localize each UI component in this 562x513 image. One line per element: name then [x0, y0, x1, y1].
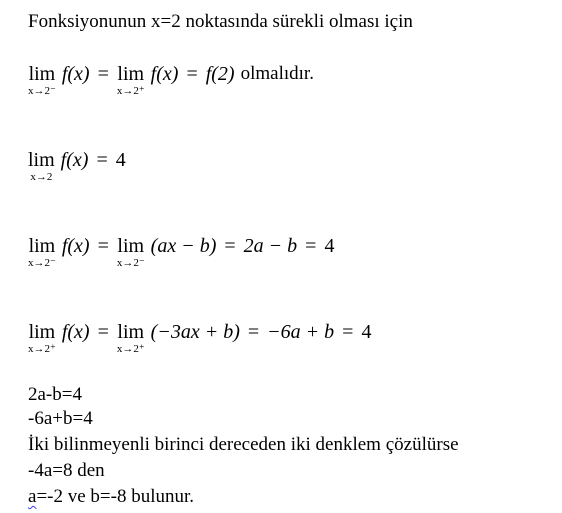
left-limit — [28, 64, 56, 97]
limit-result: 4 — [324, 235, 335, 257]
function-expr: f(x) — [61, 321, 90, 343]
lim-word: lim — [28, 63, 56, 85]
left-limit — [28, 236, 56, 269]
explanation-line: İki bilinmeyenli birinci dereceden iki denklem çözülürse — [28, 434, 459, 455]
right-limit — [117, 64, 145, 97]
evaluated-expr: 2a − b — [243, 235, 298, 257]
equation-line-2: -6a+b=4 — [28, 408, 93, 429]
lim-word: lim — [28, 235, 56, 257]
function-value-expr: f(2) — [205, 63, 235, 85]
left-limit — [117, 236, 145, 269]
evaluated-expr: −6a + b — [267, 321, 335, 343]
lim-subscript: x→2⁻ — [28, 85, 56, 97]
lim-subscript: x→2⁺ — [116, 85, 145, 97]
lim-subscript: x→2⁻ — [28, 257, 56, 269]
evaluated-expression — [244, 236, 298, 256]
piece-expr: (−3ax + b) — [150, 321, 240, 343]
right-limit — [28, 322, 56, 355]
function-value — [206, 64, 235, 84]
function-expr: f(x) — [60, 149, 89, 171]
intro-text: Fonksiyonunun x=2 noktasında sürekli olması için — [28, 11, 413, 32]
spellcheck-mark: a — [28, 486, 37, 507]
evaluated-expression — [267, 322, 334, 342]
function-term — [61, 150, 89, 170]
equals-sign: = — [186, 63, 198, 85]
lim-subscript: x→2⁺ — [116, 343, 145, 355]
limit — [28, 150, 55, 183]
continuity-condition-equation — [28, 64, 314, 97]
piece-expression — [151, 236, 217, 256]
limit-result: 4 — [361, 321, 372, 343]
lim-word: lim — [28, 149, 55, 171]
equals-sign: = — [97, 321, 109, 343]
piece-expression — [151, 322, 240, 342]
equation-line-1: 2a-b=4 — [28, 384, 82, 405]
function-expr: f(x) — [61, 235, 90, 257]
equals-sign: = — [97, 63, 109, 85]
lim-word: lim — [117, 63, 145, 85]
limit-value-equation — [28, 150, 126, 183]
lim-word: lim — [117, 235, 145, 257]
lim-subscript: x→2⁺ — [28, 343, 56, 355]
left-limit-equation — [28, 236, 334, 269]
lim-word: lim — [117, 321, 145, 343]
right-limit — [117, 322, 145, 355]
result-line — [28, 486, 194, 508]
function-term — [151, 64, 179, 84]
limit-result: 4 — [115, 149, 126, 171]
piece-expr: (ax − b) — [150, 235, 217, 257]
lim-word: lim — [28, 321, 56, 343]
result-text: =-2 ve b=-8 bulunur. — [36, 486, 195, 507]
function-expr: f(x) — [150, 63, 179, 85]
equals-sign: = — [96, 149, 108, 171]
function-term — [62, 236, 90, 256]
equals-sign: = — [342, 321, 354, 343]
lim-subscript: x→2 — [30, 171, 53, 183]
lim-subscript: x→2⁻ — [116, 257, 145, 269]
function-term — [62, 322, 90, 342]
equals-sign: = — [247, 321, 260, 343]
function-term — [62, 64, 90, 84]
equals-sign: = — [224, 235, 236, 257]
function-expr: f(x) — [61, 63, 90, 85]
condition-word: olmalıdır. — [240, 63, 314, 84]
right-limit-equation — [28, 322, 371, 355]
equals-sign: = — [97, 235, 109, 257]
equals-sign: = — [305, 235, 317, 257]
equation-line-4: -4a=8 den — [28, 460, 105, 481]
